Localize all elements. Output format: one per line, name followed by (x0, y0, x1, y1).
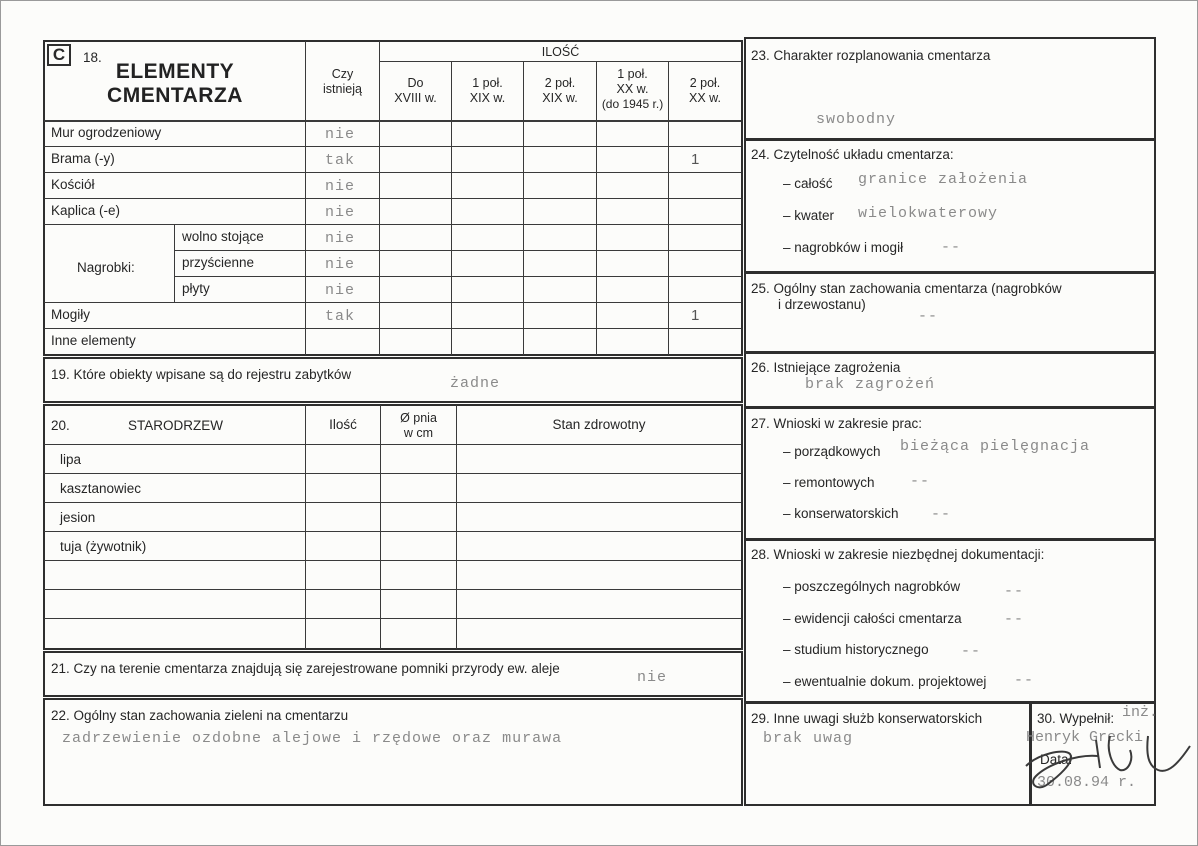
q21-answer: nie (637, 669, 668, 686)
row-label: przyścienne (182, 255, 255, 270)
q28-item-answer: -- (961, 643, 982, 660)
quantity-header: ILOŚĆ (541, 45, 580, 59)
tree-label: lipa (60, 452, 82, 467)
q20-divider (305, 405, 306, 649)
q28-label: 28. Wnioski w zakresie niezbędnej dokumentacji: (751, 547, 1045, 562)
row-line (175, 276, 741, 277)
q20-row-line (44, 589, 741, 590)
q20-row-line (44, 531, 741, 532)
q27-item-label: – porządkowych (783, 444, 881, 459)
q28-item-answer: -- (1014, 672, 1035, 689)
q24-label: 24. Czytelność układu cmentarza: (751, 147, 954, 162)
period-5-l1: 2 poł. (689, 76, 721, 90)
q20-title: STARODRZEW (128, 418, 223, 433)
q25-answer: -- (918, 308, 939, 325)
exists-value: nie (325, 126, 356, 143)
elements-title-line2: CMENTARZA (107, 84, 243, 107)
q27-item-answer: -- (910, 473, 931, 490)
row-line (44, 198, 741, 199)
quantity-header-line (380, 61, 741, 62)
q27-label: 27. Wnioski w zakresie prac: (751, 416, 923, 431)
q24-item-answer: granice założenia (858, 171, 1029, 188)
q28-item-label: – poszczególnych nagrobków (783, 579, 961, 594)
nagrobki-label: Nagrobki: (77, 260, 135, 275)
q28-item-label: – studium historycznego (783, 642, 929, 657)
period-5-l2: XX w. (689, 91, 721, 105)
elements-number: 18. (83, 50, 102, 65)
q20-header-line (44, 444, 741, 445)
q20-row-line (44, 560, 741, 561)
col-divider (451, 62, 452, 355)
signature-image (1008, 706, 1198, 806)
q20-table (43, 404, 743, 650)
q24-item-label: – kwater (783, 208, 835, 223)
q30-date: 30.08.94 r. (1037, 774, 1137, 791)
exists-value: nie (325, 178, 356, 195)
q24-item-answer: wielokwaterowy (858, 205, 999, 222)
col-divider (523, 62, 524, 355)
q30-label: 30. Wypełnił: (1037, 711, 1115, 726)
col-exists-label: Czy (331, 67, 354, 81)
q25-label-2: i drzewostanu) (778, 297, 866, 312)
count-xx2-brama: 1 (691, 151, 700, 168)
q23-label: 23. Charakter rozplanowania cmentarza (751, 48, 991, 63)
q19-label: 19. Które obiekty wpisane są do rejestru zabytków (51, 367, 352, 382)
q27-item-label: – konserwatorskich (783, 506, 899, 521)
col-divider (668, 62, 669, 355)
q30-name: Henryk Grecki (1026, 729, 1144, 746)
q20-col-health: Stan zdrowotny (552, 417, 646, 432)
period-1-l2: XVIII w. (394, 91, 437, 105)
q28-item-answer: -- (1004, 611, 1025, 628)
period-2-l1: 1 poł. (472, 76, 503, 90)
q20-row-line (44, 618, 741, 619)
exists-value: nie (325, 204, 356, 221)
q20-col-qty: Ilość (329, 417, 357, 432)
row-line (44, 146, 741, 147)
q28-item-label: – ewidencji całości cmentarza (783, 611, 962, 626)
q29-answer: brak uwag (763, 730, 854, 747)
tree-label: kasztanowiec (60, 481, 142, 496)
row-label: Mur ogrodzeniowy (51, 125, 162, 140)
q25-label: 25. Ogólny stan zachowania cmentarza (nagrobków (751, 281, 1062, 296)
row-label: Kościół (51, 177, 95, 192)
col-exists-label-2: istnieją (323, 82, 362, 96)
q30-title-abbr: inż. (1122, 704, 1159, 721)
row-label: Mogiły (51, 307, 91, 322)
q20-divider (380, 405, 381, 649)
count-xx2-mogily: 1 (691, 307, 700, 324)
tree-label: tuja (żywotnik) (60, 539, 147, 554)
q27-item-answer: bieżąca pielęgnacja (900, 438, 1091, 455)
exists-value: tak (325, 152, 356, 169)
row-line (175, 250, 741, 251)
row-label: wolno stojące (182, 229, 264, 244)
period-4-l3: (do 1945 r.) (601, 97, 664, 111)
q30-date-label: Data: (1040, 752, 1073, 767)
q23-answer: swobodny (816, 111, 897, 128)
period-4-l2: XX w. (616, 82, 649, 96)
q24-item-label: – nagrobków i mogił (783, 240, 904, 255)
exists-value: tak (325, 308, 356, 325)
row-label: Kaplica (-e) (51, 203, 121, 218)
period-3-l1: 2 poł. (544, 76, 576, 90)
row-line (44, 328, 741, 329)
q20-row-line (44, 473, 741, 474)
exists-value: nie (325, 256, 356, 273)
q26-label: 26. Istniejące zagrożenia (751, 360, 901, 375)
q20-divider (456, 405, 457, 649)
q20-col-diam: Ø pnia (400, 411, 437, 425)
q21-label: 21. Czy na terenie cmentarza znajdują się zarejestrowane pomniki przyrody ew. aleje (51, 661, 560, 676)
q26-answer: brak zagrożeń (805, 376, 936, 393)
q19-answer: żadne (450, 375, 501, 392)
q29-label: 29. Inne uwagi służb konserwatorskich (751, 711, 983, 726)
q20-col-diam-2: w cm (403, 426, 434, 440)
period-4-l1: 1 poł. (617, 67, 648, 81)
q27-item-label: – remontowych (783, 475, 875, 490)
section-letter: C (47, 44, 71, 66)
row-label: Brama (-y) (51, 151, 115, 166)
row-line (44, 172, 741, 173)
header-bottom-line (44, 120, 741, 122)
tree-label: jesion (60, 510, 96, 525)
elements-title-line1: ELEMENTY (115, 60, 235, 83)
q22-answer: zadrzewienie ozdobne alejowe i rzędowe oraz murawa (62, 730, 563, 747)
exists-value: nie (325, 230, 356, 247)
period-1-l1: Do (407, 76, 424, 90)
q28-item-answer: -- (1004, 583, 1025, 600)
row-line (44, 302, 741, 303)
q20-number: 20. (51, 418, 70, 433)
q24-item-label: – całość (783, 176, 833, 191)
period-2-l2: XIX w. (469, 91, 506, 105)
q27-item-answer: -- (931, 506, 952, 523)
period-3-l2: XIX w. (542, 91, 578, 105)
row-label: Inne elementy (51, 333, 136, 348)
row-line (44, 224, 741, 225)
q20-row-line (44, 502, 741, 503)
row-label: płyty (182, 281, 210, 296)
q28-item-label: – ewentualnie dokum. projektowej (783, 674, 987, 689)
exists-value: nie (325, 282, 356, 299)
q24-item-answer: -- (941, 239, 962, 256)
nagrobki-divider (174, 224, 175, 302)
q22-label: 22. Ogólny stan zachowania zieleni na cmentarzu (51, 708, 349, 723)
